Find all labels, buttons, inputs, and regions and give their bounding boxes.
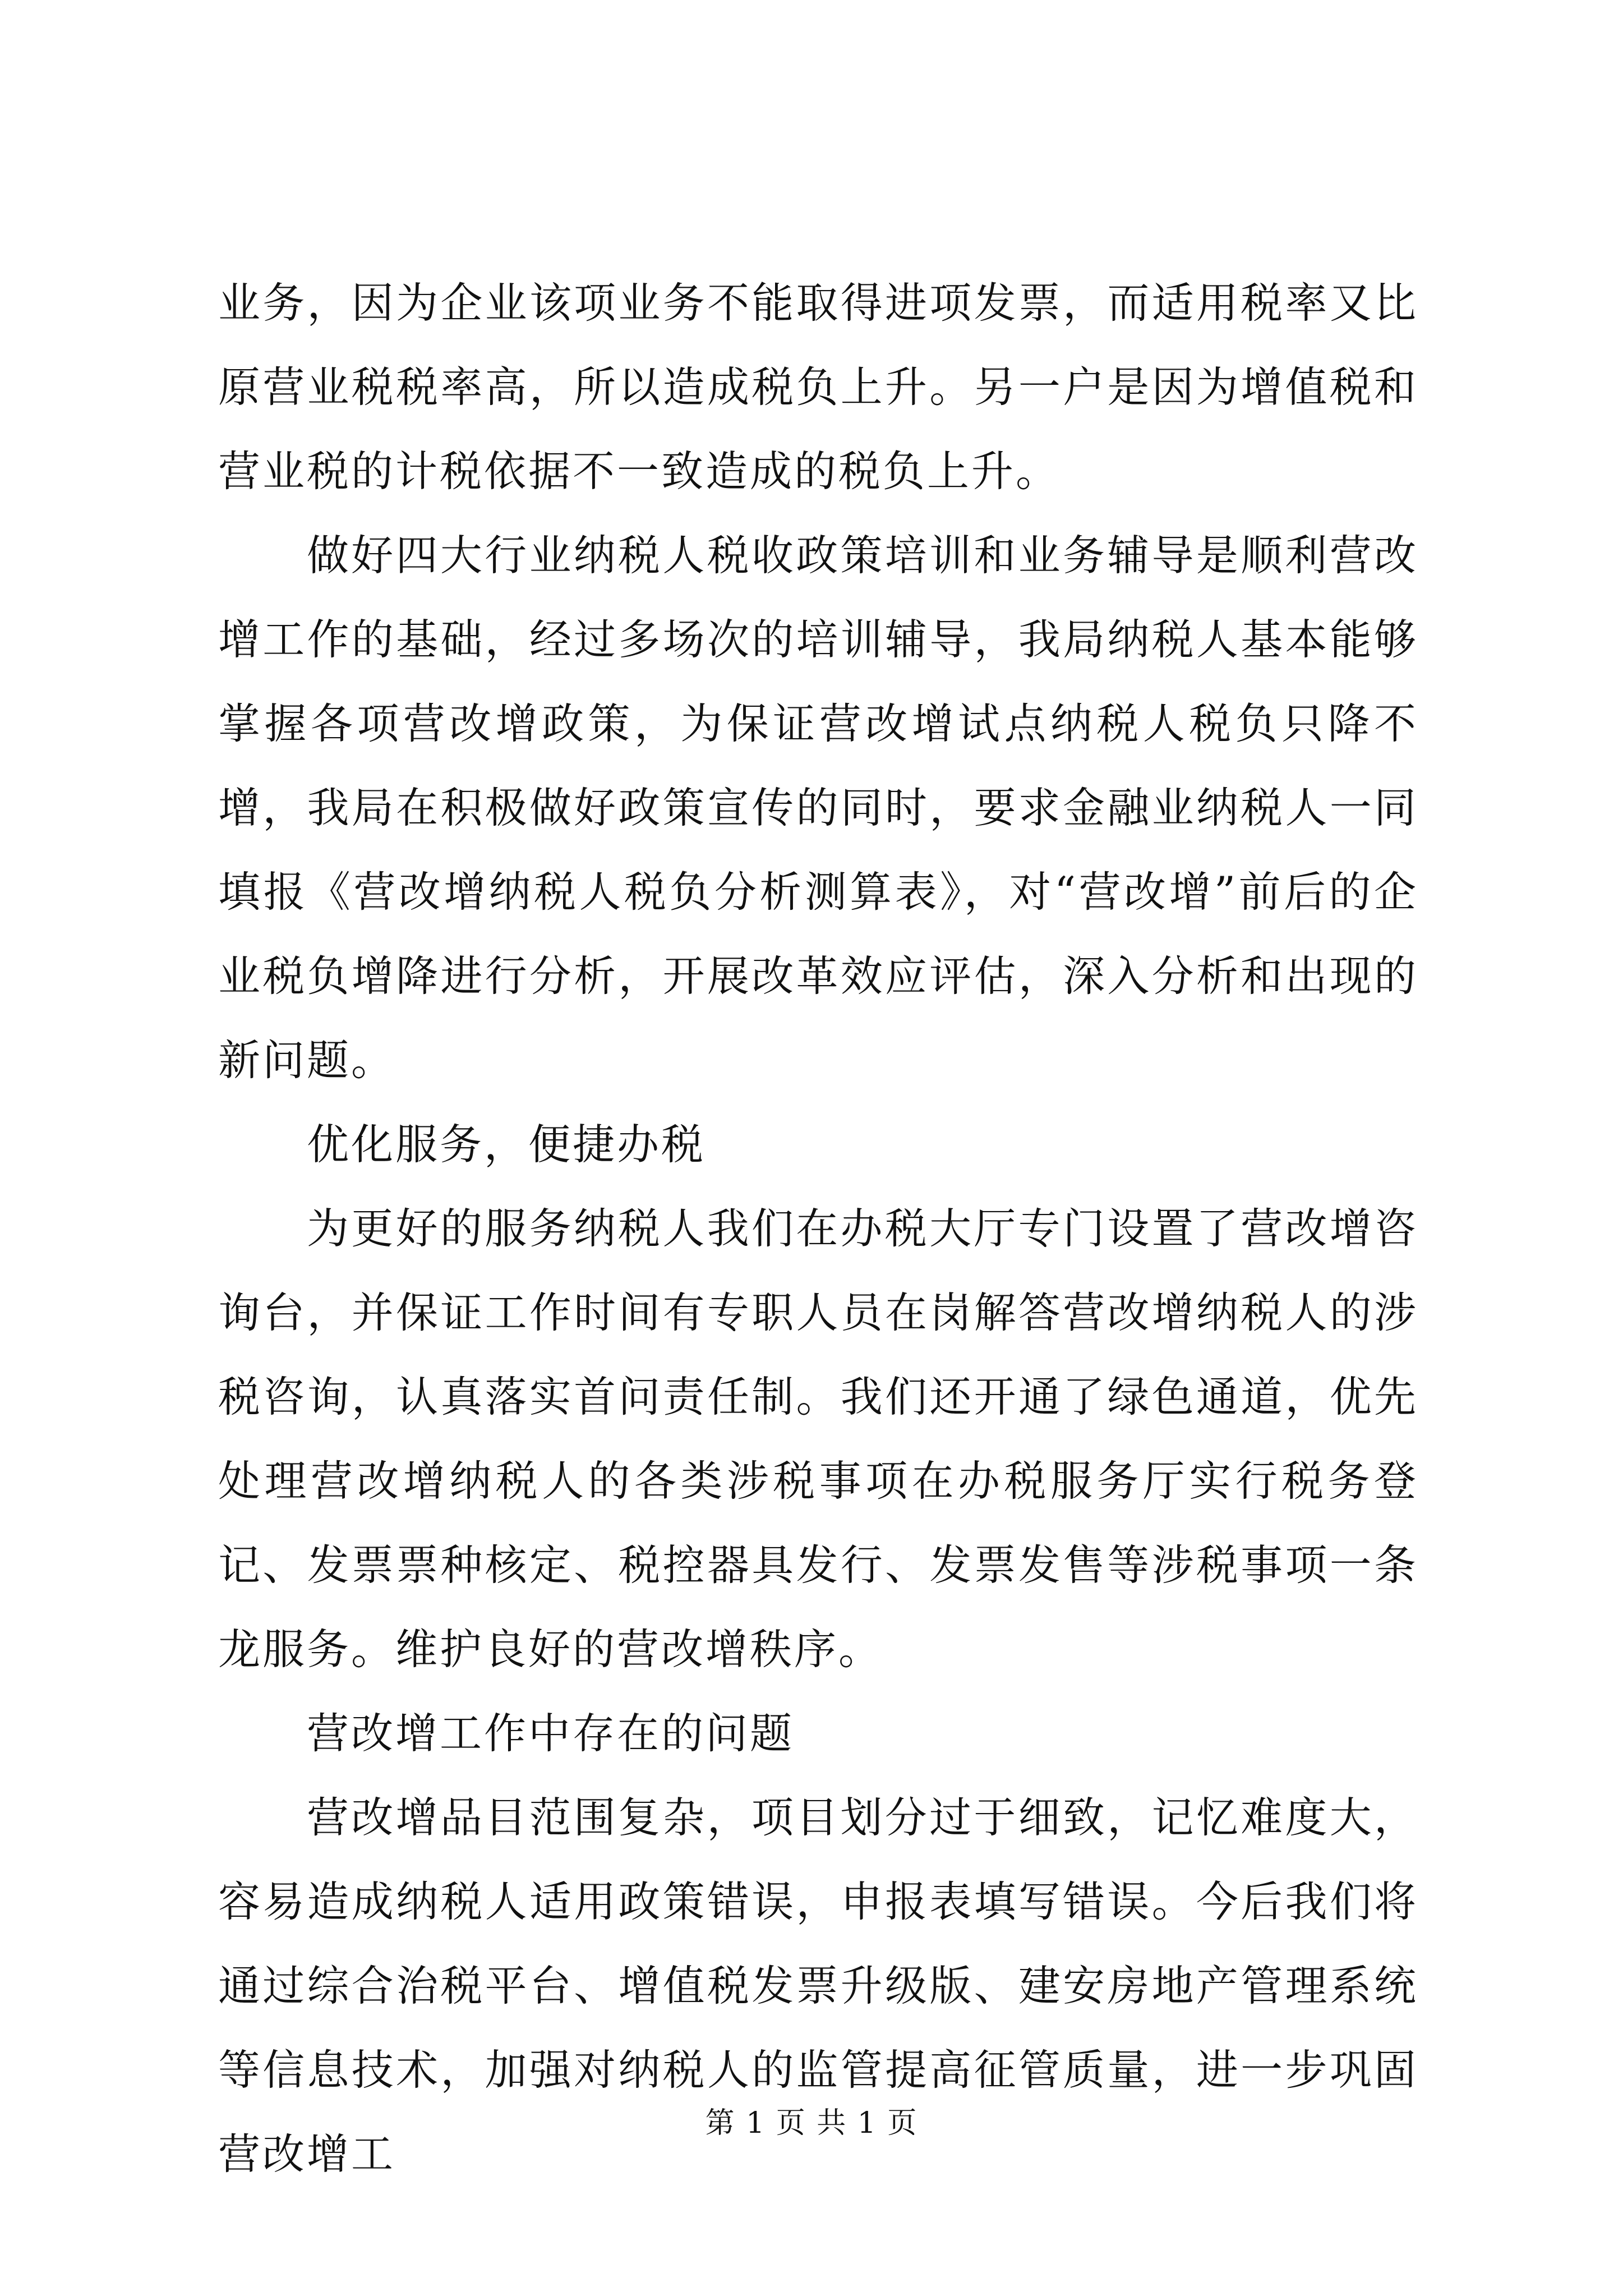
paragraph-continuation: 业务，因为企业该项业务不能取得进项发票，而适用税率又比原营业税税率高，所以造成税负上升。另一户是因为增值税和营业税的计税依据不一致造成的税负上升。: [218, 278, 1418, 496]
document-body: [218, 261, 1418, 2196]
page-footer: 第 1 页 共 1 页: [705, 2106, 918, 2140]
paragraph-service: 为更好的服务纳税人我们在办税大厅专门设置了营改增咨询台，并保证工作时间有专职人员在岗解答营改增纳税人的涉税咨询，认真落实首问责任制。我们还开通了绿色通道，优先处理营改增纳税人的各类涉税事项在办税服务厅实行税务登记、发票票种核定、税控器具发行、发票发售等涉税事项一条龙服务。维护良好的营改增秩序。: [218, 1204, 1418, 1674]
section-heading-service: 优化服务，便捷办税: [307, 1120, 706, 1169]
paragraph-problems: 营改增品目范围复杂，项目划分过于细致，记忆难度大，容易造成纳税人适用政策错误，申报表填写错误。今后我们将通过综合治税平台、增值税发票升级版、建安房地产管理系统等信息技术，加强对纳税人的监管提高征管质量，进一步巩固营改增工: [218, 1793, 1418, 2179]
section-heading-problems: 营改增工作中存在的问题: [307, 1709, 795, 1758]
paragraph-training: 做好四大行业纳税人税收政策培训和业务辅导是顺利营改增工作的基础，经过多场次的培训辅导，我局纳税人基本能够掌握各项营改增政策，为保证营改增试点纳税人税负只降不增，我局在积极做好政策宣传的同时，要求金融业纳税人一同填报《营改增纳税人税负分析测算表》，对“营改增”前后的企业税负增降进行分析，开展改革效应评估，深入分析和出现的新问题。: [218, 531, 1418, 1085]
